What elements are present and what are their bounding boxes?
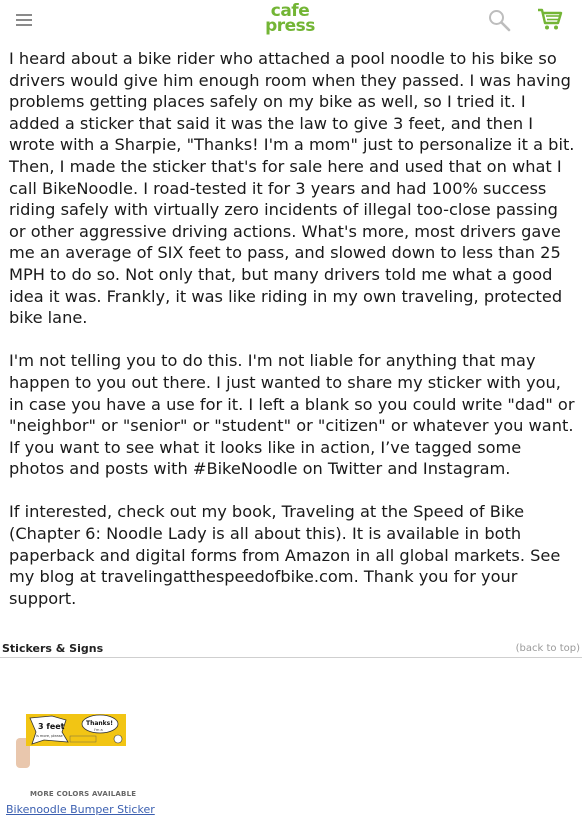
description-paragraph-2: I'm not telling you to do this. I'm not liable for anything that may happen to you out there. I just wanted to share my sticker with you, in case you have a use for it. I left a blank so you could write "dad" or "neighbor" or "senior" or "student" or "citizen" or whatever you want. If you want to see what it looks like in action, I’ve tagged some photos and posts with #BikeNoodle on Twitter and Instagram. <box>9 351 575 479</box>
back-to-top-link[interactable]: (back to top) <box>515 643 580 654</box>
search-icon[interactable] <box>487 8 511 32</box>
sticker-text-thanks: Thanks! <box>86 720 113 727</box>
top-bar <box>0 0 582 44</box>
product-description <box>9 48 577 631</box>
hamburger-menu-icon[interactable] <box>16 14 32 28</box>
description-paragraph-3: If interested, check out my book, Traveling at the Speed of Bike (Chapter 6: Noodle Lady is all about this). It is available in both paperback and digital forms from Amazon in all global markets. See my blog at travelingatthespeedofbike.com. Thank you for your support. <box>9 502 561 608</box>
sticker-thumbnail[interactable] <box>16 710 128 772</box>
section-header <box>0 641 582 658</box>
sticker-text-small-left: is more, please <box>36 734 63 738</box>
logo-line-2: press <box>265 16 315 36</box>
product-card[interactable] <box>0 700 155 819</box>
sticker-text-3-feet: 3 feet <box>38 722 65 731</box>
cart-icon[interactable] <box>537 6 563 32</box>
cafepress-logo[interactable] <box>262 1 318 36</box>
section-title: Stickers & Signs <box>2 642 104 655</box>
logo-line-1: cafe <box>270 1 310 21</box>
product-name-link[interactable]: Bikenoodle Bumper Sticker <box>6 803 155 816</box>
description-paragraph-1: I heard about a bike rider who attached a pool noodle to his bike so drivers would give him enough room when they passed. I was having problems getting places safely on my bike as well, so I tried it. I added a sticker that said it was the law to give 3 feet, and then I wrote with a Sharpie, "Thanks! I'm a mom" just to personalize it a bit. Then, I made the sticker that's for sale here and used that on what I call BikeNoodle. I road-tested it for 3 years and had 100% success riding safely with virtually zero incidents of illegal too-close passing or other aggressive driving actions. What's more, most drivers gave me an average of SIX feet to pass, and slowed down to less than 25 MPH to do so. Not only that, but many drivers told me what a good idea it was. Frankly, it was like riding in my own traveling, protected bike lane. <box>9 49 575 328</box>
more-colors-label: MORE COLORS AVAILABLE <box>30 790 137 798</box>
sticker-text-small-right: I'm a <box>94 728 103 732</box>
